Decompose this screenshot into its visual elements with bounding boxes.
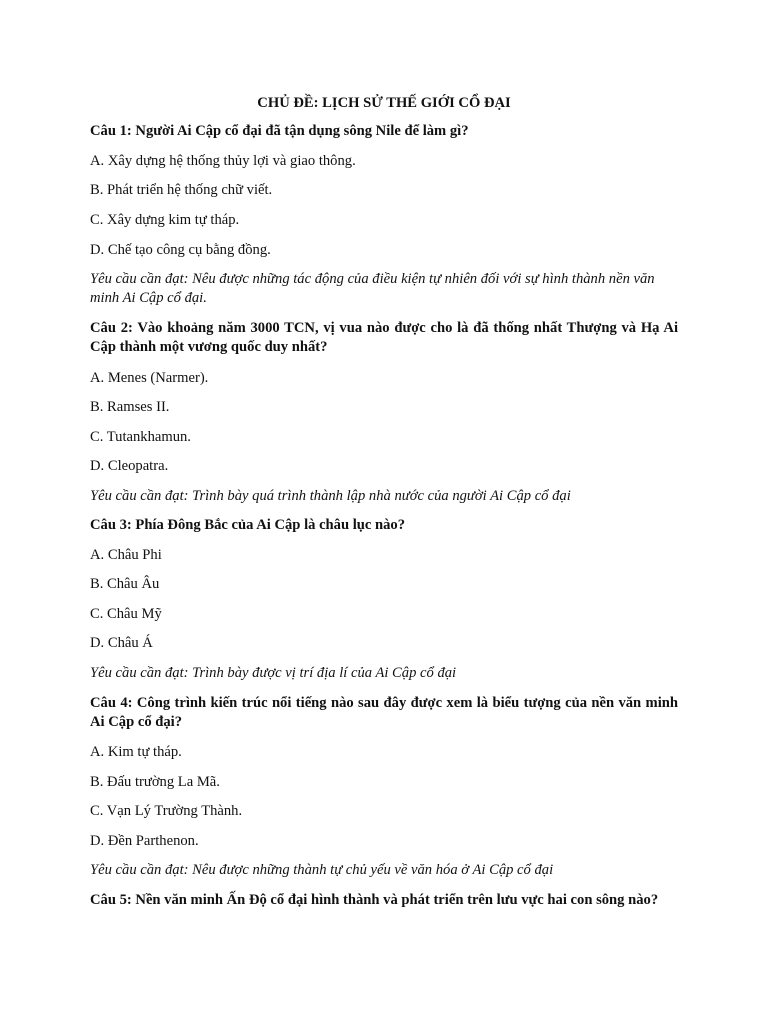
q1-option-a: A. Xây dựng hệ thống thủy lợi và giao thông.	[90, 153, 356, 169]
q1-option-c: C. Xây dựng kim tự tháp.	[90, 212, 240, 228]
q3-option-c: C. Châu Mỹ	[90, 606, 162, 622]
q3-option-d: D. Châu Á	[90, 635, 153, 651]
page-title: CHỦ ĐỀ: LỊCH SỬ THẾ GIỚI CỔ ĐẠI	[257, 95, 511, 111]
q3-option-b: B. Châu Âu	[90, 576, 160, 592]
question-3: Câu 3: Phía Đông Bắc của Ai Cập là châu lục nào?	[90, 517, 406, 533]
question-1: Câu 1: Người Ai Cập cổ đại đã tận dụng sông Nile để làm gì?	[90, 123, 469, 139]
q1-option-d: D. Chế tạo công cụ bằng đồng.	[90, 242, 271, 258]
q4-option-c: C. Vạn Lý Trường Thành.	[90, 803, 243, 819]
q3-option-a: A. Châu Phi	[90, 547, 162, 563]
question-5: Câu 5: Nền văn minh Ấn Độ cổ đại hình thành và phát triển trên lưu vực hai con sông nào?	[90, 892, 659, 908]
question-4: Câu 4: Công trình kiến trúc nổi tiếng nào sau đây được xem là biểu tượng của nền văn minh Ai Cập cổ đại?	[90, 695, 678, 730]
q2-option-d: D. Cleopatra.	[90, 458, 169, 474]
q4-option-a: A. Kim tự tháp.	[90, 744, 182, 760]
q3-requirement: Yêu cầu cần đạt: Trình bày được vị trí địa lí của Ai Cập cổ đại	[90, 665, 457, 681]
q1-option-b: B. Phát triển hệ thống chữ viết.	[90, 182, 273, 198]
q2-option-a: A. Menes (Narmer).	[90, 370, 209, 386]
q2-option-b: B. Ramses II.	[90, 399, 170, 415]
question-2: Câu 2: Vào khoảng năm 3000 TCN, vị vua nào được cho là đã thống nhất Thượng và Hạ Ai Cập thành một vương quốc duy nhất?	[90, 320, 678, 355]
q4-option-d: D. Đền Parthenon.	[90, 833, 199, 849]
q2-option-c: C. Tutankhamun.	[90, 429, 191, 445]
q2-requirement: Yêu cầu cần đạt: Trình bày quá trình thành lập nhà nước của người Ai Cập cổ đại	[90, 488, 571, 504]
q4-option-b: B. Đấu trường La Mã.	[90, 774, 220, 790]
q1-requirement: Yêu cầu cần đạt: Nêu được những tác động của điều kiện tự nhiên đối với sự hình thành nền văn minh Ai Cập cổ đại.	[90, 271, 655, 306]
q4-requirement: Yêu cầu cần đạt: Nêu được những thành tự chủ yếu về văn hóa ở Ai Cập cổ đại	[90, 862, 554, 878]
